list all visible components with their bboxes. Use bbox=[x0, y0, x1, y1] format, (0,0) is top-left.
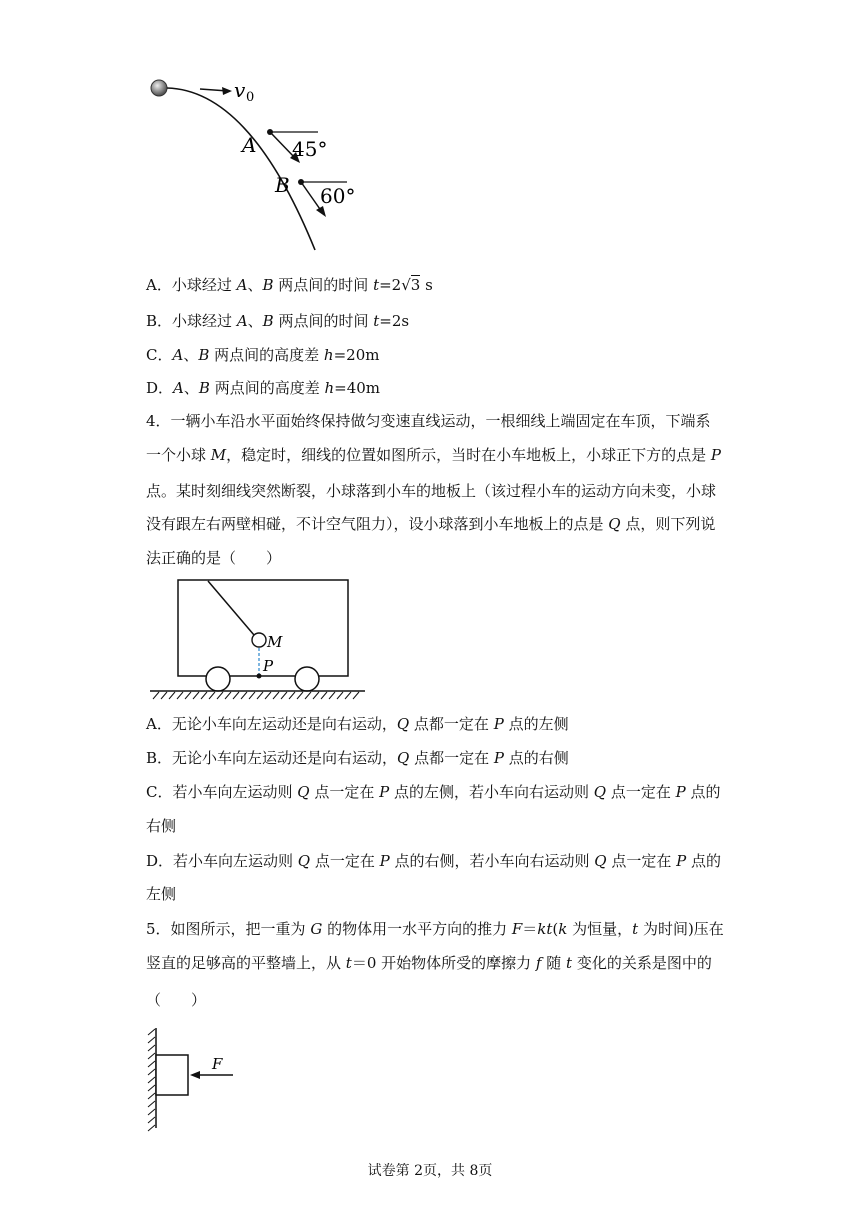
v0-label: v bbox=[234, 78, 246, 102]
point-p bbox=[257, 674, 262, 679]
q5-line-3: （ ） bbox=[146, 991, 207, 1009]
q5-line-2: 竖直的足够高的平整墙上，从 t＝0 开始物体所受的摩擦力 f 随 t 变化的关系是图中的 bbox=[146, 954, 712, 972]
q4-line-5: 法正确的是（ ） bbox=[146, 549, 282, 567]
wheel-left bbox=[206, 667, 230, 691]
ball-m bbox=[252, 633, 266, 647]
ground-hatching bbox=[153, 692, 359, 699]
page-footer: 试卷第 2页，共 8页 bbox=[367, 1163, 493, 1179]
v0-subscript: 0 bbox=[246, 90, 255, 105]
q4-option-c-cont: 右侧 bbox=[146, 817, 177, 835]
ball-m-label: M bbox=[267, 633, 283, 651]
q4-option-d: D．若小车向左运动则 Q 点一定在 P 点的右侧，若小车向右运动则 Q 点一定在 P 点的 bbox=[146, 852, 722, 870]
q3-option-a: A．小球经过 A、B 两点间的时间 t=2√3 s bbox=[146, 276, 433, 294]
point-p-label: P bbox=[263, 657, 274, 675]
block bbox=[156, 1055, 188, 1095]
q3-option-b: B．小球经过 A、B 两点间的时间 t=2s bbox=[146, 312, 410, 330]
angle-a-label: 45° bbox=[292, 137, 328, 161]
q4-option-a: A．无论小车向左运动还是向右运动，Q 点都一定在 P 点的左侧 bbox=[146, 715, 569, 733]
q3-option-d: D．A、B 两点间的高度差 h=40m bbox=[146, 379, 381, 397]
q5-line-1: 5．如图所示，把一重为 G 的物体用一水平方向的推力 F＝kt(k 为恒量，t 为时间)压在 bbox=[146, 920, 724, 938]
q4-option-c: C．若小车向左运动则 Q 点一定在 P 点的左侧，若小车向右运动则 Q 点一定在 P 点的 bbox=[146, 783, 721, 801]
trajectory-curve bbox=[167, 88, 315, 250]
angle-b-label: 60° bbox=[320, 184, 356, 208]
ball bbox=[151, 80, 167, 96]
sqrt-symbol: √ bbox=[401, 276, 411, 294]
q4-line-1: 4．一辆小车沿水平面始终保持做匀变速直线运动，一根细线上端固定在车顶，下端系 bbox=[146, 412, 711, 430]
projectile-figure bbox=[140, 70, 370, 255]
wall-hatching bbox=[148, 1029, 155, 1131]
cart-figure bbox=[145, 575, 370, 705]
q4-line-3: 点。某时刻细线突然断裂，小球落到小车的地板上（该过程小车的运动方向未变，小球 bbox=[146, 482, 717, 500]
q4-line-4: 没有跟左右两壁相碰，不计空气阻力），设小球落到小车地板上的点是 Q 点，则下列说 bbox=[146, 515, 716, 533]
wall-block-figure bbox=[140, 1025, 250, 1135]
wheel-right bbox=[295, 667, 319, 691]
point-b-label: B bbox=[275, 173, 290, 197]
q3-option-c: C．A、B 两点间的高度差 h=20m bbox=[146, 346, 380, 364]
q4-line-2: 一个小球 M，稳定时，细线的位置如图所示，当时在小车地板上，小球正下方的点是 P bbox=[146, 446, 722, 464]
q4-option-d-cont: 左侧 bbox=[146, 885, 177, 903]
q4-option-b: B．无论小车向左运动还是向右运动，Q 点都一定在 P 点的右侧 bbox=[146, 749, 569, 767]
point-a-label: A bbox=[242, 133, 257, 157]
force-label: F bbox=[212, 1055, 223, 1073]
